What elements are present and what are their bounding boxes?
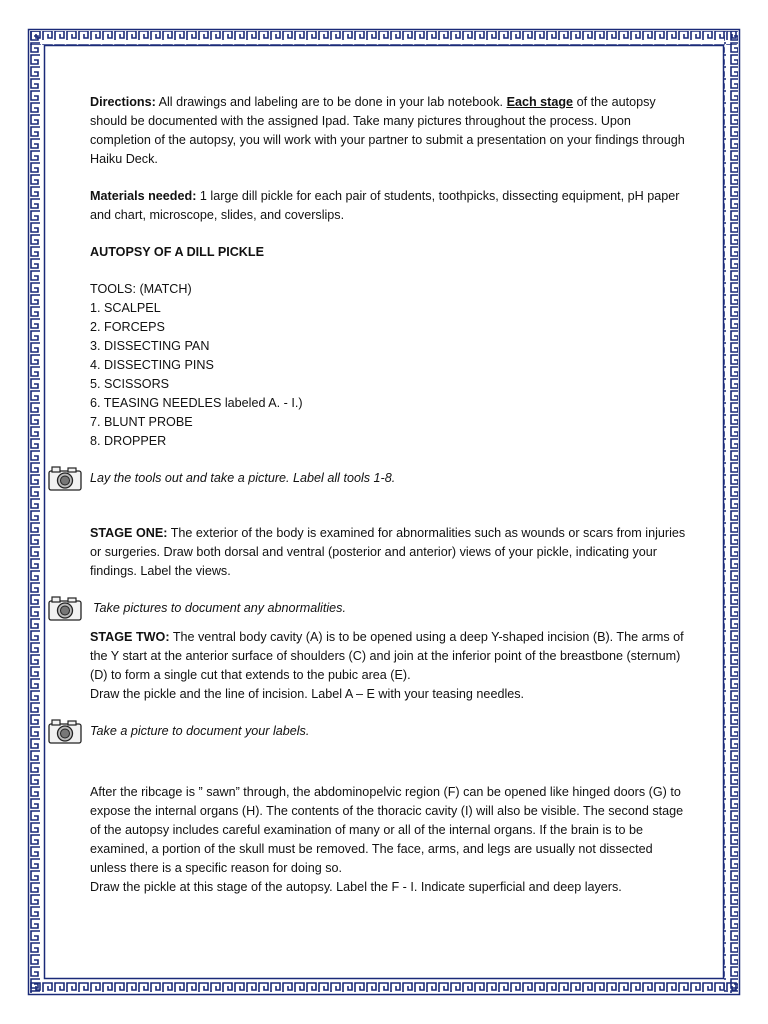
tool-item: 2. FORCEPS (90, 320, 165, 334)
stage-two-text: The ventral body cavity (A) is to be opened using a deep Y-shaped incision (B). The arms of the Y start at the anterior surface of shoulders (C) and join at the inferior point of the breastbone (sternum) (D) to form a single cut that extends to the pubic area (E). (90, 630, 684, 682)
stage-two-photo-prompt: Take a picture to document your labels. (90, 722, 690, 741)
tool-item: 5. SCISSORS (90, 377, 170, 391)
page-title: AUTOPSY OF A DILL PICKLE (90, 245, 264, 259)
stage-two-draw-instruction: Draw the pickle and the line of incision. Label A – E with your teasing needles. (90, 687, 525, 701)
tools-photo-prompt: Lay the tools out and take a picture. Label all tools 1-8. (90, 469, 690, 488)
after-ribcage-paragraph: After the ribcage is ” sawn” through, the abdominopelvic region (F) can be opened like hinged doors (G) to expose the internal organs (H). The contents of the thoracic cavity (I) will also be visible. The second stage of the autopsy includes careful examination of many or all of the internal organs. If the brain is to be examined, a portion of the skull must be removed. The face, arms, and legs are usually not dissected unless there is a specific reason for doing so. (90, 785, 684, 875)
directions-text-before: All drawings and labeling are to be done in your lab notebook. (158, 95, 504, 109)
materials-text: 1 large dill pickle for each pair of students, toothpicks, dissecting equipment, pH paper and chart, microscope, slides, and coverslips. (90, 189, 680, 222)
directions-label: Directions: (90, 95, 156, 109)
materials-label: Materials needed: (90, 189, 197, 203)
camera-icon (48, 465, 82, 491)
tool-item: 6. TEASING NEEDLES labeled A. - I.) (90, 396, 303, 410)
directions-paragraph (90, 93, 690, 169)
tool-item: 8. DROPPER (90, 434, 167, 448)
stage-one-photo-prompt: Take pictures to document any abnormalities. (90, 599, 690, 618)
tool-item: 4. DISSECTING PINS (90, 358, 214, 372)
materials-paragraph (90, 187, 690, 225)
tool-item: 3. DISSECTING PAN (90, 339, 210, 353)
directions-text-after: of the autopsy should be documented with the assigned Ipad. Take many pictures throughout the process. Upon completion of the autopsy, you will work with your partner to submit a presentation on your findings through Haiku Deck. (90, 95, 685, 166)
camera-icon (48, 595, 82, 621)
tools-heading: TOOLS: (MATCH) (90, 282, 192, 296)
stage-one-label: STAGE ONE: (90, 526, 168, 540)
stage-one-paragraph (90, 524, 690, 581)
tool-item: 1. SCALPEL (90, 301, 161, 315)
stage-two-paragraph (90, 628, 690, 685)
tools-list (90, 299, 690, 451)
worksheet-body (90, 93, 690, 897)
after-ribcage-draw-instruction: Draw the pickle at this stage of the autopsy. Label the F - I. Indicate superficial and deep layers. (90, 880, 622, 894)
stage-one-text: The exterior of the body is examined for abnormalities such as wounds or scars from injuries or surgeries. Draw both dorsal and ventral (posterior and anterior) views of your pickle, indicating your findings. Label the views. (90, 526, 686, 578)
camera-icon (48, 718, 82, 744)
tool-item: 7. BLUNT PROBE (90, 415, 193, 429)
stage-two-label: STAGE TWO: (90, 630, 170, 644)
each-stage-emphasis: Each stage (506, 95, 574, 109)
